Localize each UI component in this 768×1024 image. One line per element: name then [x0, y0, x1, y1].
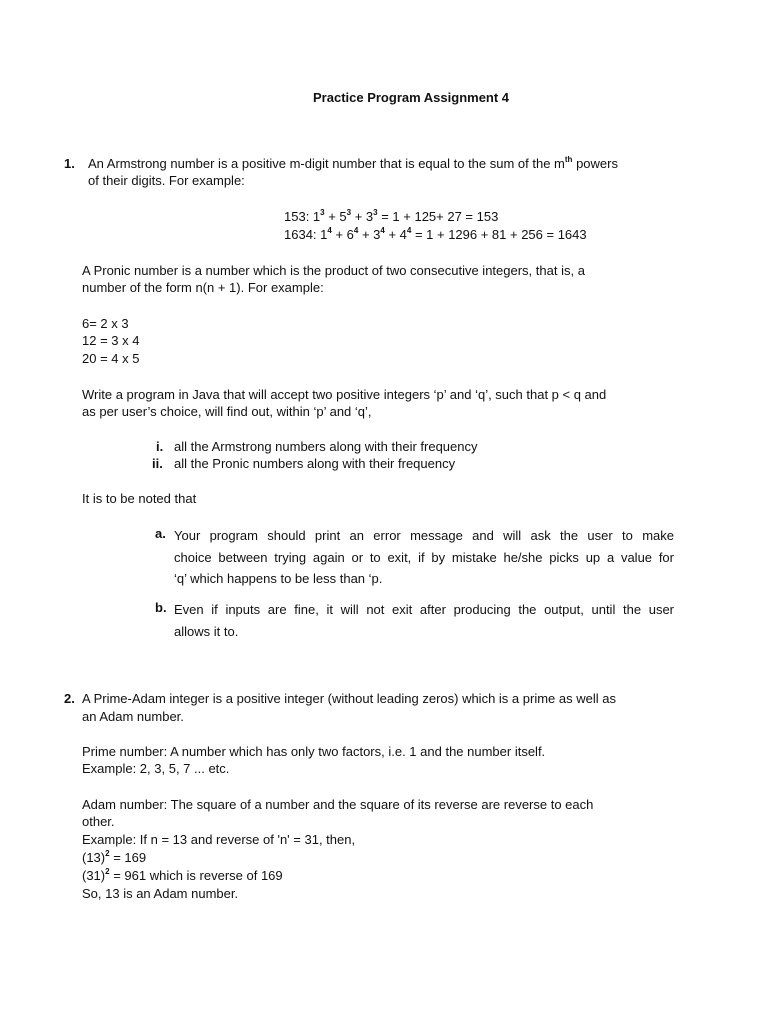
prime-adam-definition-line-1: A Prime-Adam integer is a positive integer (without leading zeros) which is a prime as well as	[82, 691, 616, 706]
adam-conclusion: So, 13 is an Adam number.	[82, 886, 239, 901]
note-a-text	[174, 525, 674, 590]
pronic-example: 6= 2 x 3	[82, 316, 129, 331]
note-b-line: Even if inputs are fine, it will not exit after producing the output, until the user	[174, 602, 674, 617]
note-marker-a: a.	[155, 526, 166, 541]
armstrong-definition-line-2: of their digits. For example:	[88, 173, 245, 188]
adam-number-definition-line-2: other.	[82, 814, 115, 829]
page-title: Practice Program Assignment 4	[313, 90, 510, 105]
pronic-definition-line-1: A Pronic number is a number which is the product of two consecutive integers, that is, a	[82, 263, 585, 278]
adam-square-31: $(31)^2 = 961$ which is reverse of 169	[82, 867, 283, 883]
armstrong-example-1634: 1634: $1^4 + 6^4 + 3^4 + 4^4 = 1 + 1296 + 81 + 256 = 1643$	[284, 226, 587, 242]
roman-marker: ii.	[152, 456, 163, 471]
prime-number-definition: Prime number: A number which has only two factors, i.e. 1 and the number itself.	[82, 744, 546, 759]
note-b-text	[174, 599, 674, 642]
note-a-line: Your program should print an error message and will ask the user to make	[174, 528, 674, 543]
roman-marker: i.	[156, 439, 164, 454]
note-b-line: allows it to.	[174, 623, 239, 639]
roman-item-text: all the Pronic numbers along with their frequency	[174, 456, 456, 471]
question-2-number: 2.	[64, 691, 75, 706]
pronic-example: 12 = 3 x 4	[82, 333, 140, 348]
prime-adam-definition-line-2: an Adam number.	[82, 709, 184, 724]
task-statement-line-2: as per user’s choice, will find out, within ‘p’ and ‘q’,	[82, 404, 372, 419]
note-intro: It is to be noted that	[82, 491, 197, 506]
armstrong-definition-line-1: An Armstrong number is a positive m-digit number that is equal to the sum of the $m^{th}$ powers	[88, 155, 618, 171]
note-a-line: choice between trying again or to exit, if by mistake he/she picks up a value for	[174, 549, 674, 565]
note-a-line: ‘q’ which happens to be less than ‘p.	[174, 571, 383, 586]
pronic-example: 20 = 4 x 5	[82, 351, 140, 366]
note-marker-b: b.	[155, 600, 167, 615]
roman-item-text: all the Armstrong numbers along with their frequency	[174, 439, 478, 454]
armstrong-example-153: 153: $1^3 + 5^3 + 3^3 = 1 + 125+ 27 = 153$	[284, 208, 499, 224]
pronic-definition-line-2: number of the form n(n + 1). For example:	[82, 280, 324, 295]
adam-square-13: $(13)^2 = 169$	[82, 849, 147, 865]
adam-number-definition-line-1: Adam number: The square of a number and the square of its reverse are reverse to each	[82, 797, 594, 812]
task-statement-line-1: Write a program in Java that will accept two positive integers ‘p’ and ‘q’, such that p < q and	[82, 387, 607, 402]
prime-number-example: Example: 2, 3, 5, 7 ... etc.	[82, 761, 230, 776]
question-1-number: 1.	[64, 156, 75, 171]
adam-example: Example: If n = 13 and reverse of 'n' = 31, then,	[82, 832, 356, 847]
